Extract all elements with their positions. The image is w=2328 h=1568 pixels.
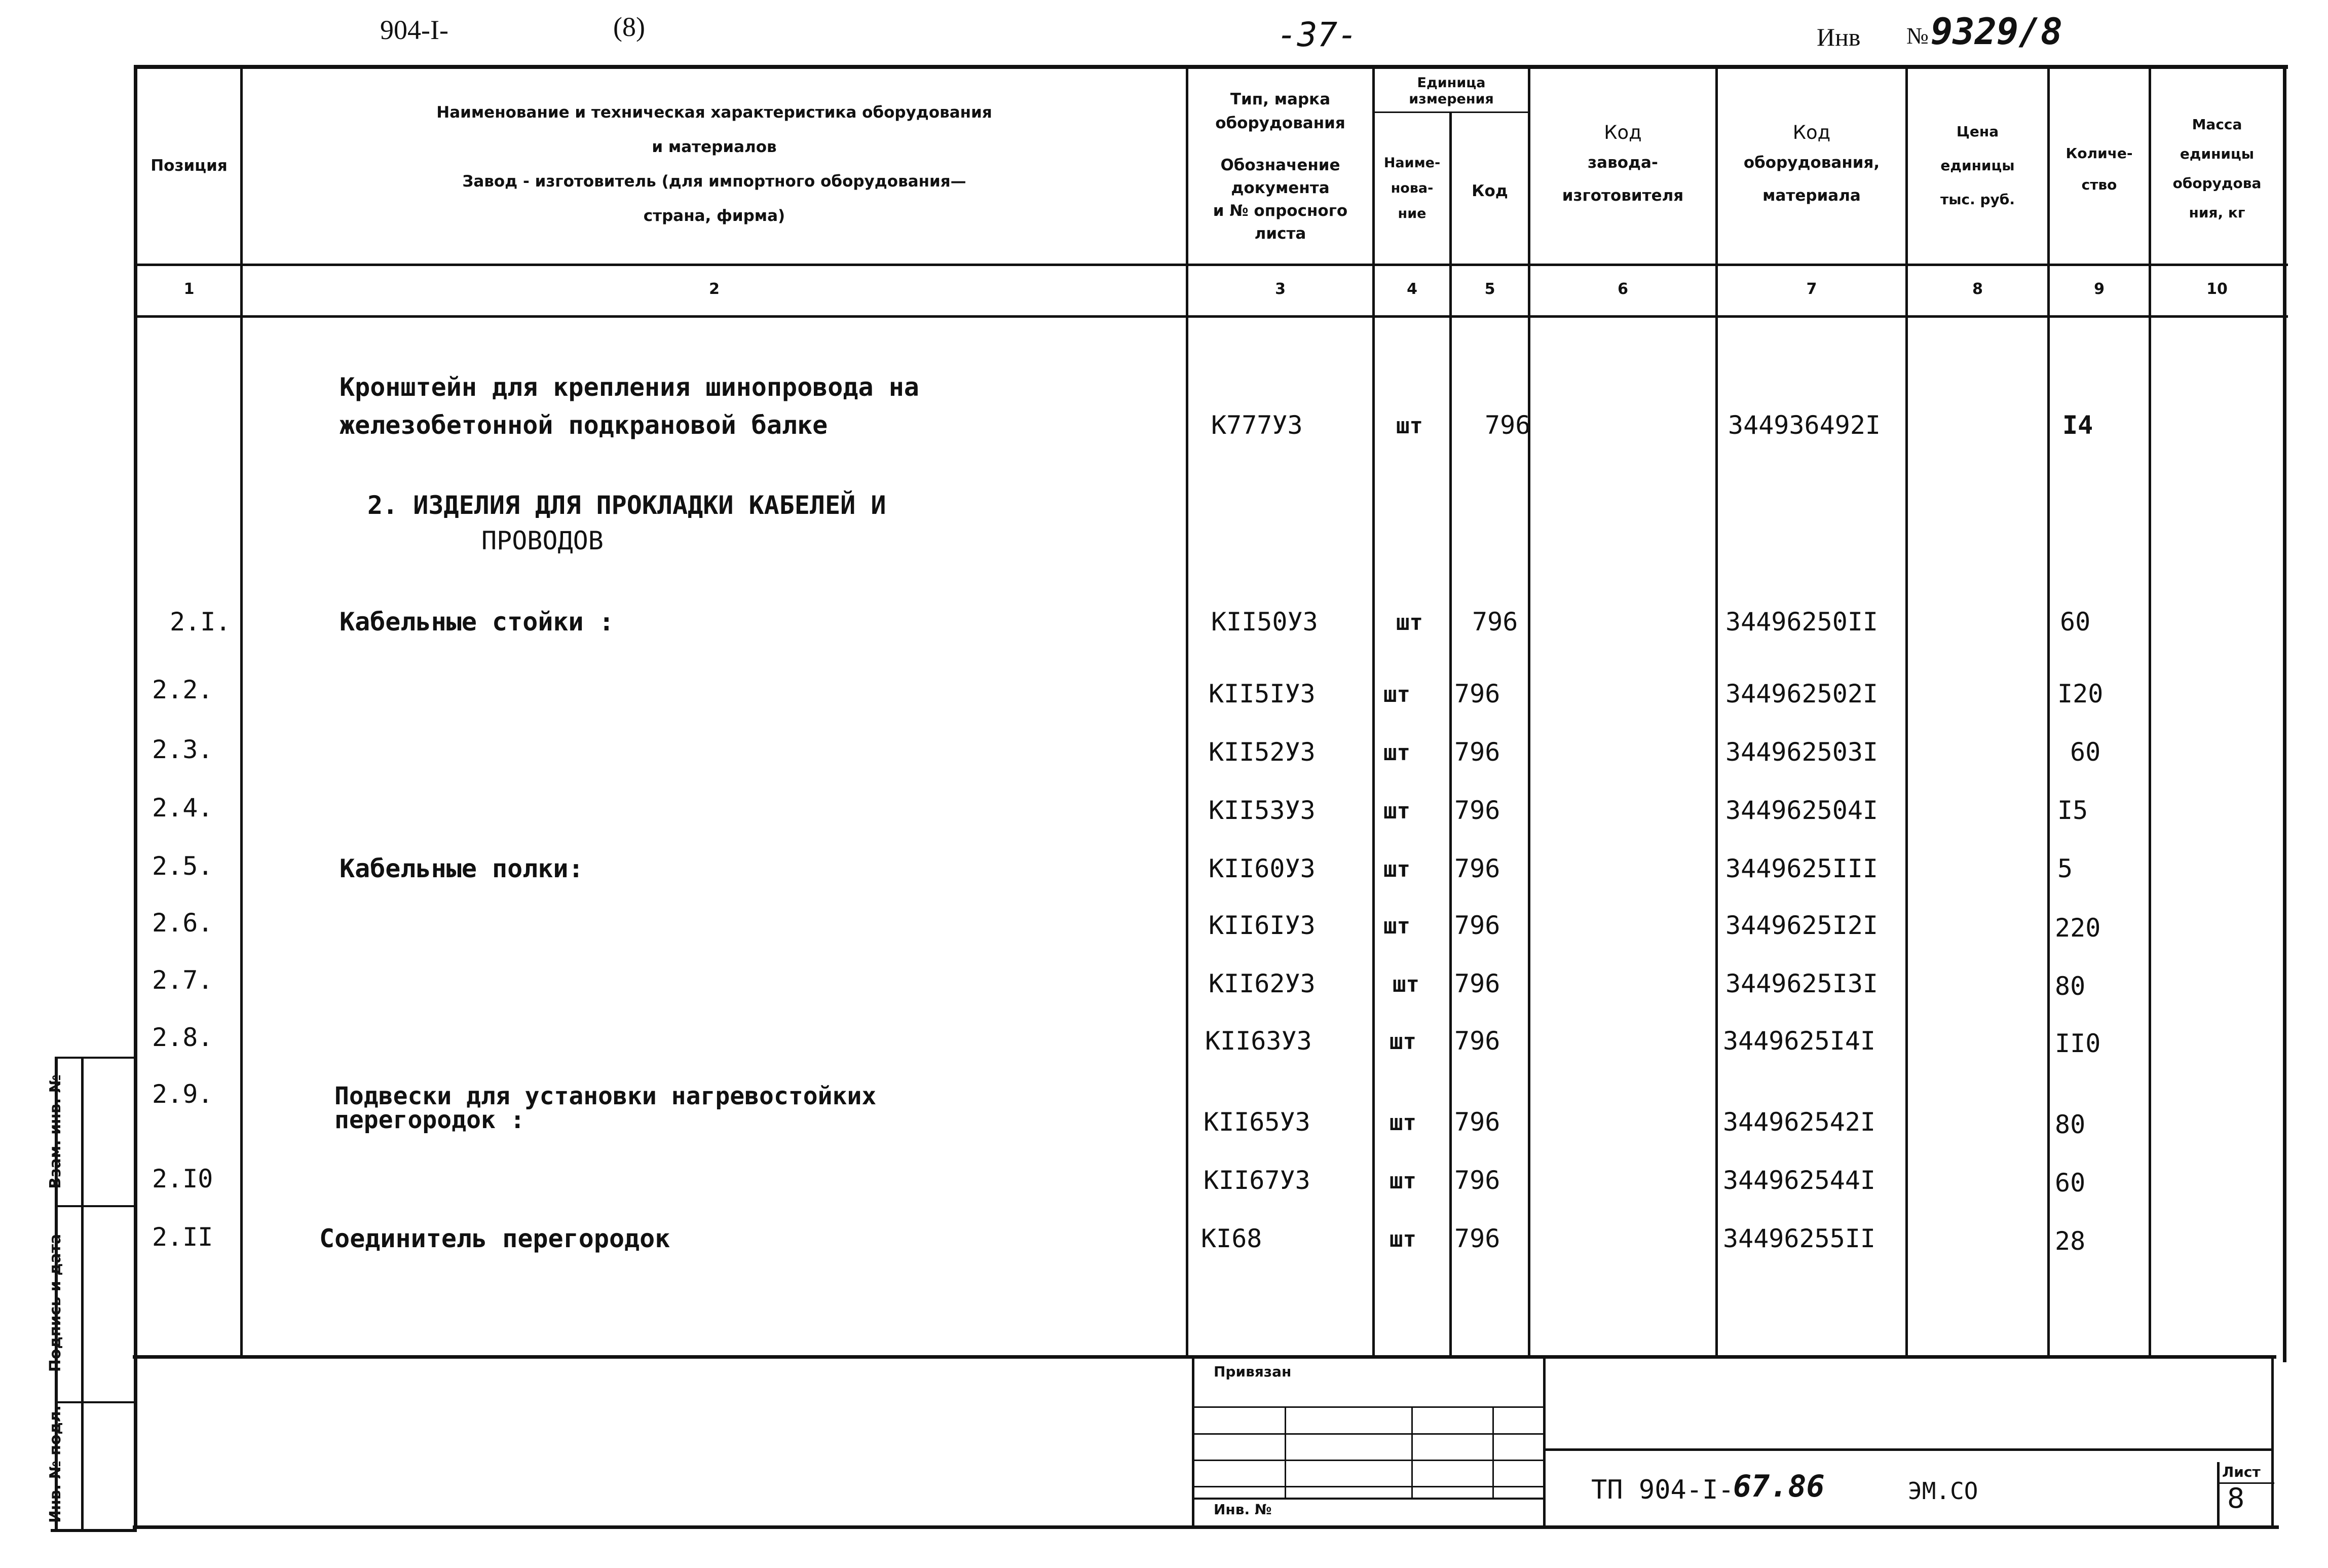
item-quantity: I20	[2057, 679, 2104, 708]
header-equip-code-1: Код	[1792, 122, 1831, 143]
item-position: 2.7.	[152, 965, 213, 995]
item-type: КII52У3	[1209, 737, 1316, 767]
header-mass-2: единицы	[2180, 145, 2255, 162]
section-title-line: 2. ИЗДЕЛИЯ ДЛЯ ПРОКЛАДКИ КАБЕЛЕЙ И	[367, 491, 886, 520]
section-title-line: ПРОВОДОВ	[481, 526, 604, 555]
item-quantity: 220	[2055, 913, 2101, 943]
item-type: КI68	[1201, 1224, 1262, 1253]
series-number: 904-I-	[380, 15, 448, 45]
item-equipment-code: 3449625I2I	[1725, 911, 1879, 940]
series-subnumber: (8)	[613, 12, 645, 42]
item-unit-code: 796	[1454, 911, 1500, 940]
inv-label: Инв	[1817, 23, 1861, 51]
item-quantity: 80	[2055, 1110, 2086, 1139]
item-position: 2.II	[152, 1222, 213, 1252]
stamp-sheet-number: 8	[2227, 1482, 2245, 1514]
item-equipment-code: 3449625I3I	[1725, 969, 1879, 998]
item-type: КII6IУ3	[1209, 911, 1316, 940]
item-unit: шт	[1396, 413, 1423, 439]
item-quantity: 5	[2057, 854, 2073, 883]
item-position: 2.5.	[152, 851, 213, 881]
item-position: 2.8.	[152, 1023, 213, 1052]
col-number-1: 1	[183, 280, 195, 298]
item-unit-code: 796	[1454, 1166, 1500, 1195]
item-position: 2.I0	[152, 1164, 213, 1193]
col-number-6: 6	[1618, 280, 1628, 298]
header-qty-1: Количе-	[2066, 145, 2133, 162]
item-name-line: железобетонной подкрановой балке	[340, 410, 828, 440]
header-factory-code-3: изготовителя	[1562, 186, 1684, 205]
item-unit: шт	[1383, 913, 1410, 939]
stamp-mark: ЭМ.СО	[1908, 1477, 1978, 1505]
item-equipment-code: 34496250II	[1725, 607, 1879, 637]
item-unit-code: 796	[1454, 1107, 1500, 1137]
side-label-podpis: Подпись и дата	[47, 1234, 64, 1372]
item-position: 2.6.	[152, 908, 213, 938]
header-factory-code-2: завода-	[1588, 154, 1658, 172]
header-unit-group-1: Единица	[1417, 75, 1486, 91]
stamp-inv-no: Инв. №	[1214, 1501, 1272, 1518]
item-unit: шт	[1396, 610, 1423, 636]
item-name-line: Соединитель перегородок	[319, 1224, 670, 1253]
col-number-10: 10	[2206, 280, 2228, 298]
page-number: -37-	[1277, 15, 1358, 54]
header-price-1: Цена	[1956, 123, 1999, 140]
item-unit-code: 796	[1472, 607, 1518, 637]
item-unit-code: 796	[1454, 1026, 1500, 1056]
header-mass-4: ния, кг	[2189, 204, 2245, 221]
item-unit: шт	[1383, 740, 1410, 766]
item-equipment-code: 344936492I	[1728, 410, 1881, 440]
header-name-line3: Завод - изготовитель (для импортного оборудования—	[462, 172, 966, 191]
item-name-line: перегородок :	[334, 1106, 525, 1134]
item-unit: шт	[1393, 972, 1419, 997]
item-unit: шт	[1390, 1168, 1416, 1194]
item-quantity: 60	[2055, 1168, 2086, 1198]
header-name-line2: и материалов	[652, 138, 777, 156]
item-quantity: 60	[2060, 607, 2091, 637]
item-equipment-code: 3449625I4I	[1723, 1026, 1876, 1056]
header-position: Позиция	[151, 157, 228, 175]
header-factory-code-1: Код	[1604, 122, 1642, 143]
item-quantity: 60	[2070, 737, 2101, 767]
item-equipment-code: 344962544I	[1723, 1166, 1876, 1195]
item-unit-code: 796	[1454, 1224, 1500, 1253]
inv-number-value: 9329/8	[1931, 10, 2063, 53]
item-unit-code: 796	[1485, 410, 1531, 440]
item-equipment-code: 3449625III	[1725, 854, 1879, 883]
item-position: 2.I.	[170, 607, 231, 637]
col-number-3: 3	[1275, 280, 1286, 298]
inv-number-sign: №	[1906, 23, 1929, 49]
item-name-line: Кронштейн для крепления шинопровода на	[340, 372, 919, 402]
header-unit-name-1: Наиме-	[1383, 155, 1441, 171]
stamp-sheet-label: Лист	[2222, 1464, 2261, 1480]
item-unit-code: 796	[1454, 679, 1500, 708]
stamp-doc-code: ТП 904-I-	[1591, 1475, 1734, 1505]
item-unit-code: 796	[1454, 737, 1500, 767]
item-type: КII63У3	[1205, 1026, 1312, 1056]
item-quantity: I4	[2062, 410, 2093, 440]
item-unit-code: 796	[1454, 796, 1500, 825]
stamp-privyazan: Привязан	[1214, 1363, 1292, 1380]
header-mass-1: Масса	[2192, 116, 2242, 133]
item-quantity: 28	[2055, 1226, 2086, 1256]
item-equipment-code: 344962542I	[1723, 1107, 1876, 1137]
item-position: 2.3.	[152, 735, 213, 764]
item-unit: шт	[1383, 856, 1410, 882]
header-unit-name-2: нова-	[1391, 180, 1434, 196]
header-name-line4: страна, фирма)	[643, 207, 785, 225]
item-name-line: Кабельные полки:	[340, 854, 584, 883]
item-equipment-code: 344962502I	[1725, 679, 1879, 708]
col-number-4: 4	[1407, 280, 1417, 298]
header-name-line1: Наименование и техническая характеристика оборудования	[436, 103, 992, 122]
item-type: КII53У3	[1209, 796, 1316, 825]
item-equipment-code: 344962503I	[1725, 737, 1879, 767]
item-unit: шт	[1383, 682, 1410, 707]
header-doc-line3: и № опросного	[1213, 202, 1348, 220]
stamp-doc-code-handwritten: 67.86	[1733, 1469, 1825, 1504]
header-unit-group-2: измерения	[1409, 91, 1494, 107]
header-unit-name-3: ние	[1398, 206, 1426, 221]
col-number-7: 7	[1806, 280, 1817, 298]
item-type: КII5IУ3	[1209, 679, 1316, 708]
header-doc-line4: листа	[1254, 225, 1306, 243]
header-doc-line1: Обозначение	[1220, 156, 1340, 174]
item-type: КII60У3	[1209, 854, 1316, 883]
header-type-line1: Тип, марка	[1230, 90, 1331, 108]
col-number-9: 9	[2094, 280, 2105, 298]
item-name-line: Кабельные стойки :	[340, 607, 614, 637]
header-mass-3: оборудова	[2172, 175, 2262, 192]
item-equipment-code: 34496255II	[1723, 1224, 1876, 1253]
item-type: КII67У3	[1204, 1166, 1310, 1195]
item-type: КII50У3	[1211, 607, 1318, 637]
item-unit: шт	[1390, 1110, 1416, 1136]
col-number-5: 5	[1484, 280, 1495, 298]
item-unit-code: 796	[1454, 969, 1500, 998]
item-unit: шт	[1383, 798, 1410, 824]
header-equip-code-2: оборудования,	[1743, 154, 1880, 172]
header-price-2: единицы	[1940, 157, 2015, 174]
side-label-vzam: Взам. инв. №	[47, 1074, 64, 1189]
item-equipment-code: 344962504I	[1725, 796, 1879, 825]
header-type-line2: оборудования	[1215, 114, 1345, 132]
item-quantity: I5	[2057, 796, 2088, 825]
header-price-3: тыс. руб.	[1940, 191, 2015, 208]
col-number-8: 8	[1972, 280, 1983, 298]
item-unit: шт	[1390, 1226, 1416, 1252]
item-unit: шт	[1390, 1029, 1416, 1055]
item-position: 2.2.	[152, 675, 213, 704]
item-position: 2.9.	[152, 1079, 213, 1109]
header-doc-line2: документа	[1231, 179, 1330, 197]
side-label-inv-podl: Инв. № подл.	[47, 1405, 64, 1523]
header-unit-code: Код	[1472, 182, 1508, 200]
item-quantity: 80	[2055, 972, 2086, 1001]
item-position: 2.4.	[152, 793, 213, 823]
item-quantity: II0	[2055, 1029, 2101, 1058]
item-type: КII62У3	[1209, 969, 1316, 998]
header-equip-code-3: материала	[1762, 186, 1861, 205]
col-number-2: 2	[709, 280, 720, 298]
item-unit-code: 796	[1454, 854, 1500, 883]
item-type: КII65У3	[1204, 1107, 1310, 1137]
item-type: К777У3	[1211, 410, 1303, 440]
item-name-line: Подвески для установки нагревостойких	[334, 1082, 877, 1110]
header-qty-2: ство	[2081, 176, 2117, 193]
